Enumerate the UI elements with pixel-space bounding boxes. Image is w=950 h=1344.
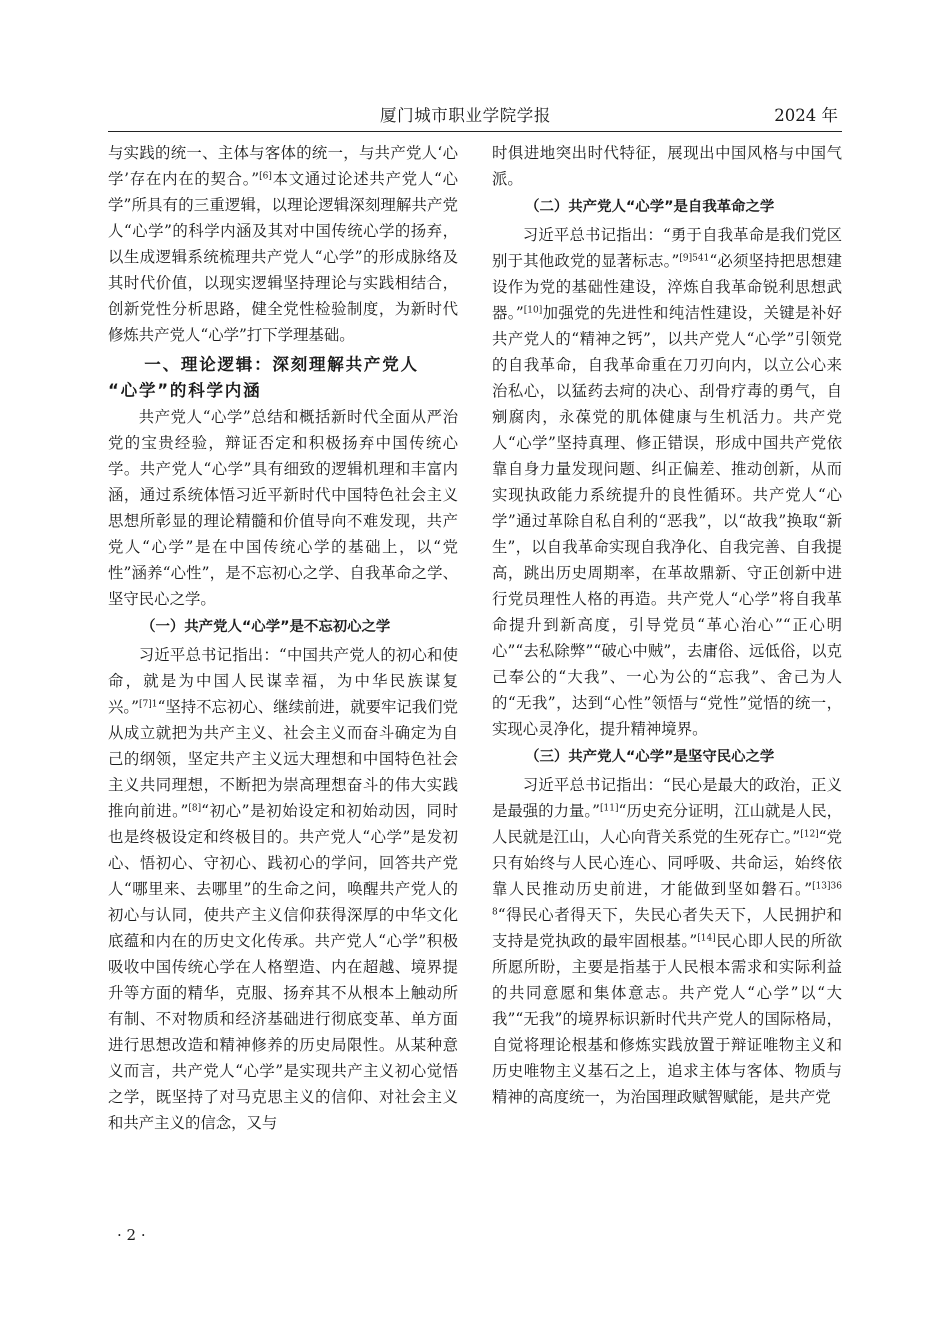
text-run: “得民心者得天下，失民心者失天下，人民拥护和支持是党执政的最牢固根基。” [492, 906, 842, 950]
section-1-paragraph [108, 404, 458, 612]
text-run: 共产党人“心学”总结和概括新时代全面从严治党的宝贵经验，辩证否定和积极扬弃中国传统心学。共产党人“心学”具有细致的逻辑机理和丰富内涵，通过系统体悟习近平新时代中国特色社会主义思想所彰显的理论精髓和价值导向不难发现，共产党人“心学”是在中国传统心学的基础上，以“党性”涵养“心性”，是不忘初心之学、自我革命之学、坚守民心之学。 [108, 408, 458, 608]
text-run: 本文通过论述共产党人“心学”所具有的三重逻辑，以理论逻辑深刻理解共产党人“心学”的科学内涵及其对中国传统心学的扬弃，以生成逻辑系统梳理共产党人“心学”的形成脉络及其时代价值，以现实逻辑坚持理论与实践相结合，创新党性分析思路，健全党性检验制度，为新时代修炼共产党人“心学”打下学理基础。 [108, 170, 458, 344]
header-divider [108, 131, 842, 132]
citation-ref: [7]1 [138, 699, 158, 710]
text-run: “坚持不忘初心、继续前进，就要牢记我们党从成立就把为共产主义、社会主义而奋斗确定为自己的纲领，坚定共产主义远大理想和中国特色社会主义共同理想，不断把为崇高理想奋斗的伟大实践推向前进。” [108, 698, 458, 820]
subsection-3-paragraph [492, 772, 842, 1110]
left-column [108, 140, 458, 1136]
citation-ref: [14] [697, 933, 716, 944]
header-year: 2024 年 [774, 106, 838, 125]
text-run: “必须坚持把思想建设作为党的基础性建设，淬炼自我革命锐利思想武器。” [492, 252, 843, 322]
text-run: 加强党的先进性和纯洁性建设，关键是补好共产党人的“精神之钙”，以共产党人“心学”引领党的自我革命，自我革命重在刀刃向内，以立公心来治私心，以猛药去疴的决心、刮骨疗毒的勇气，自剜腐肉，永葆党的肌体健康与生机活力。共产党人“心学”坚持真理、修正错误，形成中国共产党依靠自身力量发现问题、纠正偏差、推动创新，从而实现执政能力系统提升的良性循环。共产党人“心学”通过革除自私自利的“恶我”，以“故我”换取“新生”，以自我革命实现自我净化、自我完善、自我提高，跳出历史周期率，在革故鼎新、守正创新中进行党员理性人格的再造。共产党人“心学”将自我革命提升到新高度，引导党员“革心治心”“正心明心”“去私除弊”“破心中贼”，去庸俗、远低俗，以克己奉公的“大我”、一心为公的“忘我”、舍己为人的“无我”，达到“心性”领悟与“党性”觉悟的统一，实现心灵净化，提升精神境界。 [492, 304, 842, 738]
text-run: 时俱进地突出时代特征，展现出中国风格与中国气派。 [492, 144, 842, 188]
text-run: 与实践的统一、主体与客体的统一，与共产党人‘心学’存在内在的契合。” [108, 144, 458, 188]
text-run: 民心即人民的所欲所愿所盼，主要是指基于人民根本需求和实际利益的共同意愿和集体意志。共产党人“心学”以“大我”“无我”的境界标识新时代共产党人的国际格局，自觉将理论根基和修炼实践放置于辩证唯物主义和历史唯物主义基石之上，追求主体与客体、物质与精神的高度统一，为治国理政赋智赋能，是共产党 [492, 932, 842, 1106]
subsection-1-heading: （一）共产党人“心学”是不忘初心之学 [141, 619, 391, 635]
citation-ref: [8] [188, 803, 202, 814]
citation-ref: [13]368 [492, 881, 842, 918]
subsection-2-paragraph [492, 222, 842, 742]
subsection-3-heading: （三）共产党人“心学”是坚守民心之学 [525, 749, 775, 765]
text-run: 习近平总书记指出：“勇于自我革命是我们党区别于其他政党的显著标志。” [492, 226, 842, 270]
subsection-1-paragraph [108, 642, 458, 1136]
text-run: 习近平总书记指出：“中国共产党人的初心和使命，就是为中国人民谋幸福，为中华民族谋复兴。” [108, 646, 458, 716]
continued-paragraph [492, 140, 842, 192]
citation-ref: [11] [600, 803, 619, 814]
citation-ref: [10] [523, 305, 543, 316]
citation-ref: [6] [259, 171, 272, 182]
text-run: 习近平总书记指出：“民心是最大的政治，正义是最强的力量。” [492, 776, 842, 820]
citation-ref: [12] [800, 829, 819, 840]
subsection-2-heading: （二）共产党人“心学”是自我革命之学 [525, 199, 775, 215]
intro-paragraph [108, 140, 458, 348]
page-number: · 2 · [117, 1226, 146, 1244]
text-run: “初心”是初始设定和初始动因，同时也是终极设定和终极目的。共产党人“心学”是发初心、悟初心、守初心、践初心的学问，回答共产党人“哪里来、去哪里”的生命之问，唤醒共产党人的初心与认同，使共产主义信仰获得深厚的中华文化底蕴和内在的历史文化传承。共产党人“心学”积极吸收中国传统心学在人格塑造、内在超越、境界提升等方面的精华，克服、扬弃其不从根本上触动所有制、不对物质和经济基础进行彻底变革、单方面进行思想改造和精神修养的历史局限性。从某种意义而言，共产党人“心学”是实现共产主义初心觉悟之学，既坚持了对马克思主义的信仰、对社会主义和共产主义的信念，又与 [108, 802, 458, 1132]
section-1-heading-line-1: 一、理论逻辑：深刻理解共产党人 [144, 355, 419, 374]
header-journal-title: 厦门城市职业学院学报 [380, 106, 551, 125]
citation-ref: [9]541 [679, 253, 710, 264]
text-run: “历史充分证明，江山就是人民，人民就是江山，人心向背关系党的生死存亡。” [492, 802, 842, 846]
text-run: “党只有始终与人民心连心、同呼吸、共命运，始终依靠人民推动历史前进，才能做到坚如磐石。” [492, 828, 842, 898]
section-1-heading-line-2: “心学”的科学内涵 [108, 381, 262, 400]
right-column [492, 140, 842, 1110]
